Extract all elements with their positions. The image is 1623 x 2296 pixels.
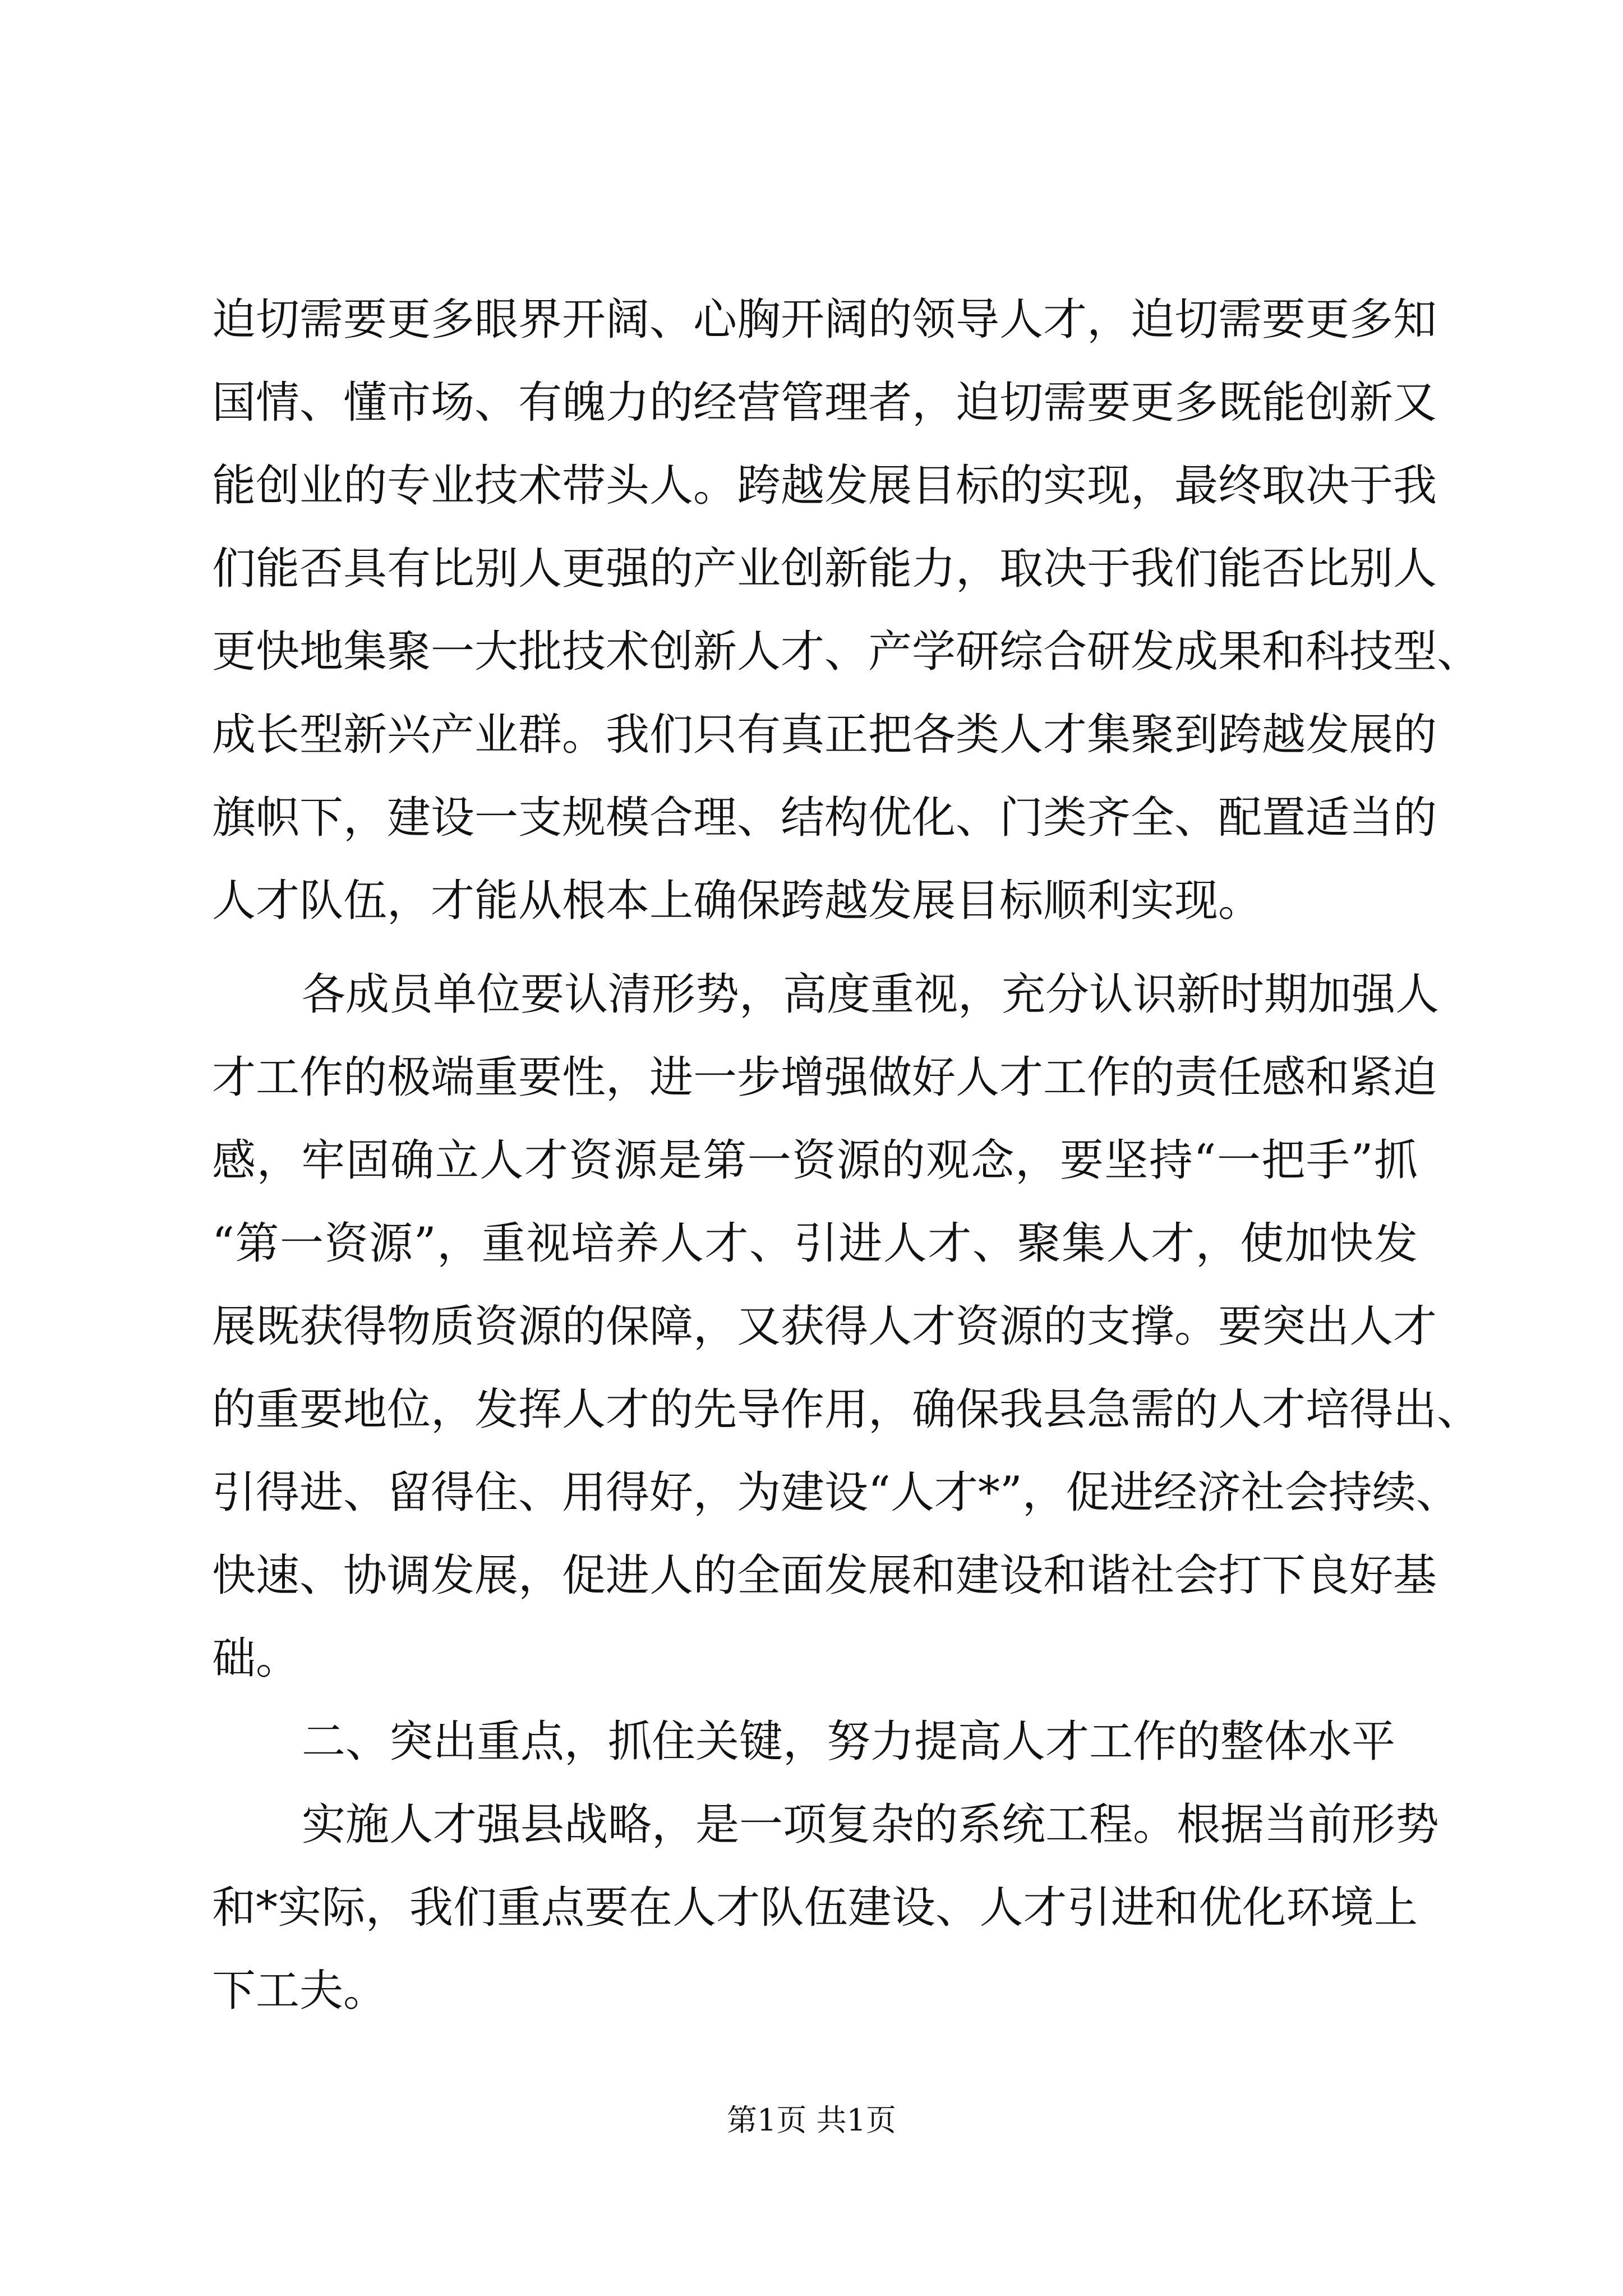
body-text-line: 快速、协调发展，促进人的全面发展和建设和谐社会打下良好基 [212, 1550, 1437, 1601]
body-text-line: 才工作的极端重要性，进一步增强做好人才工作的责任感和紧迫 [212, 1052, 1437, 1103]
body-text-line: 能创业的专业技术带头人。跨越发展目标的实现，最终取决于我 [212, 461, 1437, 511]
body-text-line: 迫切需要更多眼界开阔、心胸开阔的领导人才，迫切需要更多知 [212, 295, 1437, 345]
body-text-line: 展既获得物质资源的保障，又获得人才资源的支撑。要突出人才 [212, 1301, 1437, 1352]
body-text-line: 们能否具有比别人更强的产业创新能力，取决于我们能否比别人 [212, 544, 1437, 594]
body-text-line: 下工夫。 [212, 1966, 388, 2016]
body-text-line: 实施人才强县战略，是一项复杂的系统工程。根据当前形势 [302, 1800, 1440, 1850]
body-text-line: 引得进、留得住、用得好，为建设“人才*”，促进经济社会持续、 [212, 1467, 1460, 1518]
body-text-line: 国情、懂市场、有魄力的经营管理者，迫切需要更多既能创新又 [212, 378, 1437, 428]
body-text-line: 成长型新兴产业群。我们只有真正把各类人才集聚到跨越发展的 [212, 710, 1437, 760]
section-heading: 二、突出重点，抓住关键，努力提高人才工作的整体水平 [302, 1717, 1396, 1767]
body-text-line: 感，牢固确立人才资源是第一资源的观念，要坚持“一把手”抓 [212, 1135, 1418, 1186]
body-text-line: 和*实际，我们重点要在人才队伍建设、人才引进和优化环境上 [212, 1883, 1418, 1933]
body-text-line: 旗帜下，建设一支规模合理、结构优化、门类齐全、配置适当的 [212, 793, 1437, 843]
body-text-line: 人才队伍，才能从根本上确保跨越发展目标顺利实现。 [212, 876, 1262, 926]
page-footer: 第1页 共1页 [727, 2102, 896, 2138]
body-text-line: 的重要地位，发挥人才的先导作用，确保我县急需的人才培得出、 [212, 1384, 1481, 1435]
body-text-line: 更快地集聚一大批技术创新人才、产学研综合研发成果和科技型、 [212, 627, 1481, 677]
body-text-line: 各成员单位要认清形势，高度重视，充分认识新时期加强人 [302, 969, 1440, 1020]
body-text-line: 础。 [212, 1634, 300, 1684]
body-text-line: “第一资源”，重视培养人才、引进人才、聚集人才，使加快发 [212, 1218, 1418, 1269]
